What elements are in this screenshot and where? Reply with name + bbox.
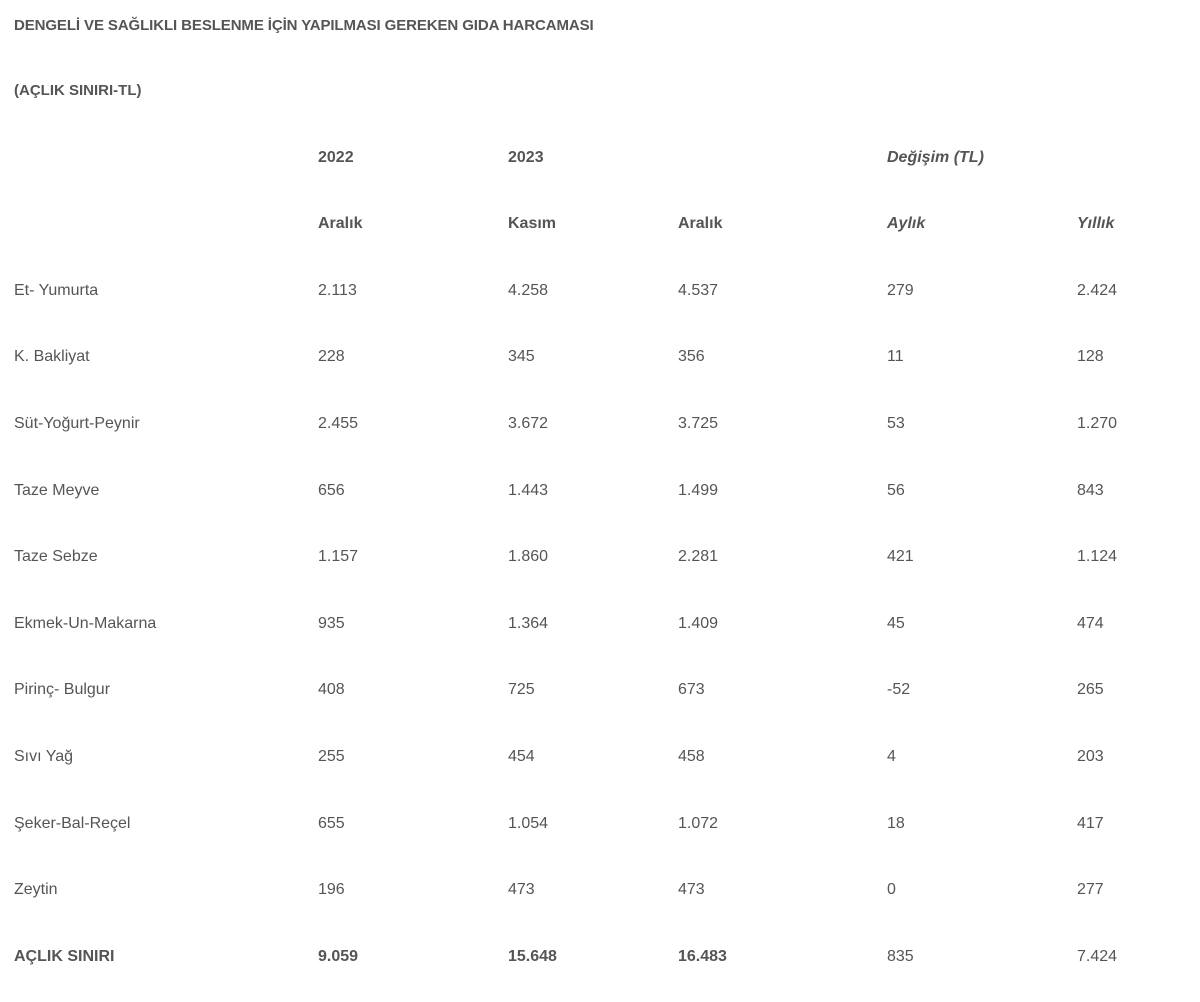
cell-nov-2023: 1.364	[508, 615, 549, 632]
cell-dec-2022: 408	[318, 681, 345, 698]
cell-monthly: 4	[887, 748, 896, 765]
cell-dec-2023: 1.409	[678, 615, 719, 632]
cell-dec-2023: 673	[678, 681, 705, 698]
row-label: Ekmek-Un-Makarna	[14, 615, 157, 632]
table-row	[0, 479, 1200, 503]
cell-yearly: 203	[1077, 748, 1104, 765]
cell-dec-2023: 1.072	[678, 815, 719, 832]
cell-monthly: 0	[887, 881, 896, 898]
cell-monthly: -52	[887, 681, 911, 698]
header-yearly: Yıllık	[1077, 215, 1115, 232]
total-nov-2023: 15.648	[508, 948, 557, 965]
table-row	[0, 345, 1200, 369]
cell-dec-2023: 4.537	[678, 282, 719, 299]
total-dec-2022: 9.059	[318, 948, 359, 965]
table-row	[0, 812, 1200, 836]
cell-dec-2023: 3.725	[678, 415, 719, 432]
total-row	[0, 945, 1200, 969]
row-label: Sıvı Yağ	[14, 748, 73, 765]
cell-monthly: 45	[887, 615, 905, 632]
cell-dec-2023: 2.281	[678, 548, 719, 565]
cell-yearly: 128	[1077, 348, 1104, 365]
cell-monthly: 18	[887, 815, 905, 832]
header-row-years	[0, 146, 1200, 170]
table-row	[0, 412, 1200, 436]
cell-dec-2022: 196	[318, 881, 345, 898]
header-row-months	[0, 212, 1200, 236]
page-title: DENGELİ VE SAĞLIKLI BESLENME İÇİN YAPILMASI GEREKEN GIDA HARCAMASI	[14, 17, 594, 34]
cell-yearly: 843	[1077, 482, 1104, 499]
cell-yearly: 265	[1077, 681, 1104, 698]
header-month-nov-2023: Kasım	[508, 215, 557, 232]
cell-dec-2022: 2.113	[318, 282, 357, 299]
cell-yearly: 2.424	[1077, 282, 1118, 299]
cell-monthly: 421	[887, 548, 914, 565]
cell-nov-2023: 725	[508, 681, 535, 698]
table-row	[0, 279, 1200, 303]
header-monthly: Aylık	[887, 215, 926, 232]
row-label: Şeker-Bal-Reçel	[14, 815, 131, 832]
cell-dec-2022: 255	[318, 748, 345, 765]
table-row	[0, 612, 1200, 636]
cell-monthly: 56	[887, 482, 905, 499]
total-dec-2023: 16.483	[678, 948, 727, 965]
cell-dec-2022: 655	[318, 815, 345, 832]
row-label: Taze Sebze	[14, 548, 98, 565]
table-row	[0, 545, 1200, 569]
header-change: Değişim (TL)	[887, 149, 984, 166]
cell-nov-2023: 345	[508, 348, 535, 365]
cell-yearly: 1.270	[1077, 415, 1118, 432]
cell-nov-2023: 1.860	[508, 548, 549, 565]
cell-dec-2022: 228	[318, 348, 345, 365]
row-label: Süt-Yoğurt-Peynir	[14, 415, 140, 432]
cell-dec-2022: 1.157	[318, 548, 359, 565]
cell-dec-2022: 2.455	[318, 415, 359, 432]
table-row	[0, 878, 1200, 902]
row-label: K. Bakliyat	[14, 348, 90, 365]
cell-monthly: 53	[887, 415, 905, 432]
total-yearly: 7.424	[1077, 948, 1118, 965]
row-label: Taze Meyve	[14, 482, 100, 499]
cell-nov-2023: 4.258	[508, 282, 549, 299]
cell-yearly: 277	[1077, 881, 1104, 898]
cell-nov-2023: 473	[508, 881, 535, 898]
cell-dec-2023: 1.499	[678, 482, 719, 499]
header-year-2023: 2023	[508, 149, 544, 166]
total-label: AÇLIK SINIRI	[14, 948, 115, 965]
cell-dec-2023: 356	[678, 348, 705, 365]
cell-dec-2022: 656	[318, 482, 345, 499]
cell-dec-2022: 935	[318, 615, 345, 632]
row-label: Et- Yumurta	[14, 282, 99, 299]
cell-nov-2023: 1.443	[508, 482, 549, 499]
header-year-2022: 2022	[318, 149, 354, 166]
cell-yearly: 1.124	[1077, 548, 1118, 565]
cell-nov-2023: 454	[508, 748, 535, 765]
row-label: Zeytin	[14, 881, 58, 898]
cell-yearly: 474	[1077, 615, 1104, 632]
row-label: Pirinç- Bulgur	[14, 681, 111, 698]
table-row	[0, 678, 1200, 702]
page-subtitle: (AÇLIK SINIRI-TL)	[14, 82, 142, 99]
cell-nov-2023: 1.054	[508, 815, 549, 832]
cell-monthly: 11	[887, 348, 904, 365]
cell-dec-2023: 473	[678, 881, 705, 898]
total-monthly: 835	[887, 948, 914, 965]
cell-yearly: 417	[1077, 815, 1104, 832]
cell-monthly: 279	[887, 282, 914, 299]
header-month-dec-2023: Aralık	[678, 215, 723, 232]
header-month-dec-2022: Aralık	[318, 215, 363, 232]
cell-nov-2023: 3.672	[508, 415, 549, 432]
cell-dec-2023: 458	[678, 748, 705, 765]
table-row	[0, 745, 1200, 769]
